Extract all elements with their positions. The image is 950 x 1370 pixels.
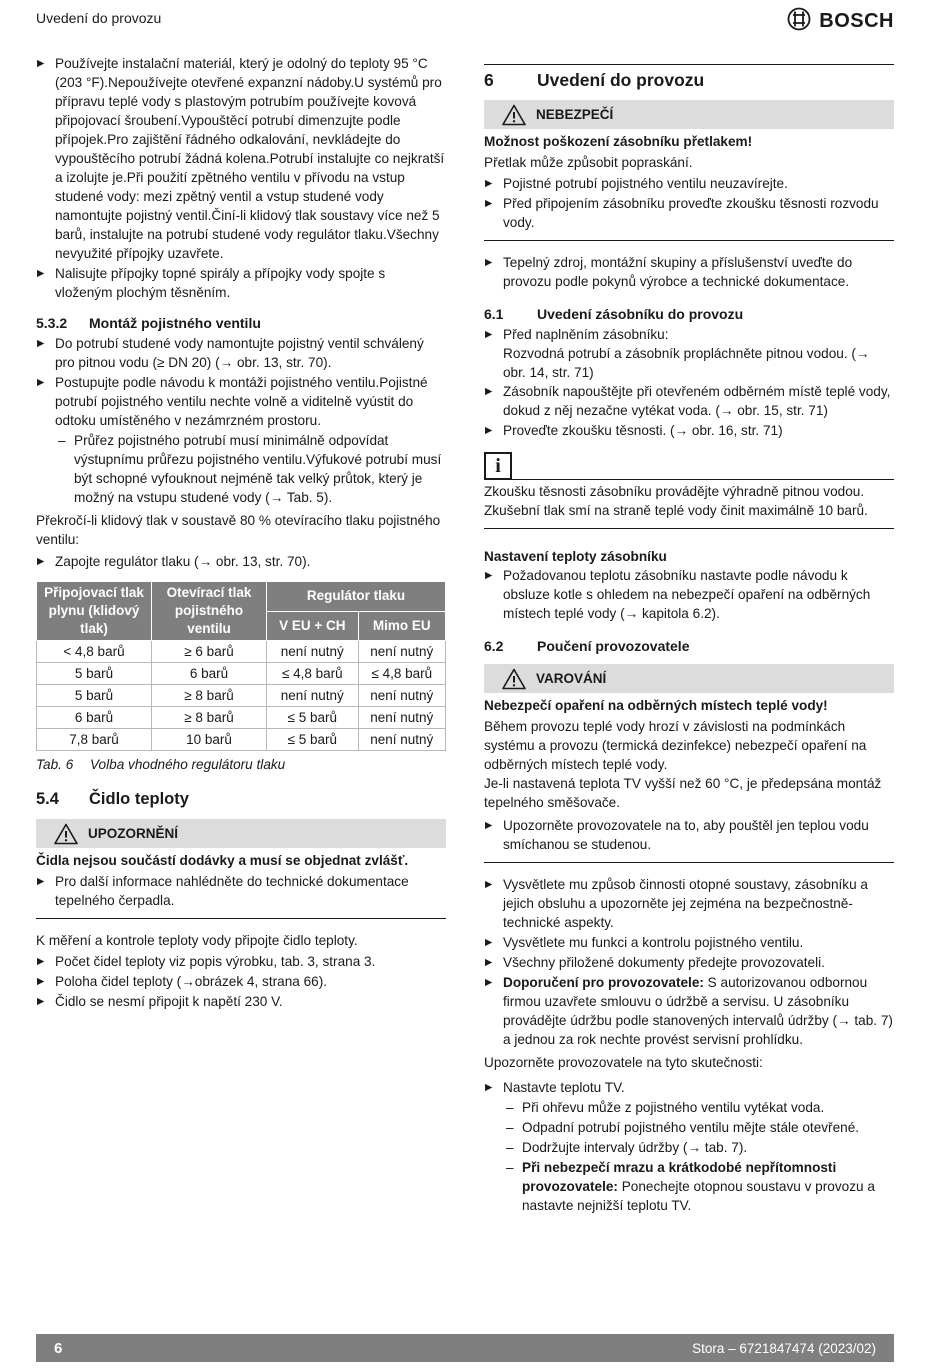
chapter-number: 6 [484,70,494,90]
left-column [36,54,446,1012]
recommendation-label: Doporučení pro provozovatele: [503,975,704,990]
table-header: Mimo EU [358,611,445,641]
section-title: Čidlo teploty [89,790,189,808]
list-item: ▶ Zapojte regulátor tlaku (→ obr. 13, str. 70). [36,552,446,571]
list-item: ▶ Nalisujte přípojky topné spirály a přípojky vody spojte s vloženým plochým těsněním. [36,264,446,302]
danger-label: NEBEZPEČÍ [536,107,614,122]
section-heading-6-2 [484,637,894,656]
warning-triangle-icon [502,668,536,690]
right-column [484,64,894,1216]
dash-item-text: Ponechejte otopnou soustavu v provozu a nastavte nejnižší teplotu TV. [522,1179,875,1213]
paragraph: Přetlak může způsobit popraskání. [484,155,693,170]
danger-bar [484,100,894,129]
brand-name: BOSCH [819,10,894,32]
table-cell: ≥ 8 barů [152,707,267,729]
list-item: ▶ Vysvětlete mu způsob činnosti otopné soustavy, zásobníku a jejich obsluhu a upozorněte jej zejména na bezpečnostně-technické aspekty. [484,875,894,932]
section-number: 5.4 [36,790,59,808]
dash-item-bold: Při nebezpečí mrazu a krátkodobé nepřítomnosti provozovatele: [522,1160,837,1194]
list-item: ▶ Vysvětlete mu funkci a kontrolu pojistného ventilu. [484,933,894,952]
list-item: ▶ Poloha čidel teploty (→obrázek 4, strana 66). [36,972,446,991]
dash-item: – Průřez pojistného potrubí musí minimálně odpovídat výstupnímu průřezu pojistného ventilu.Výfukové potrubí musí být schopné vyfouknout nejméně tak velký průtok, který je možný na vstupu studené vody (→ Tab. 5). [36,431,446,507]
notice-body [36,851,446,919]
table-row [37,641,446,663]
danger-subheading: Možnost poškození zásobníku přetlakem! [484,134,753,149]
page-footer [36,1334,894,1362]
table-row [37,707,446,729]
chapter-title: Uvedení do provozu [537,70,705,90]
table-cell: 6 barů [37,707,152,729]
dash-item: – Dodržujte intervaly údržby (→ tab. 7). [484,1138,894,1157]
list-item: ▶ Pro další informace nahlédněte do technické dokumentace tepelného čerpadla. [36,872,446,910]
warning-body [484,696,894,863]
info-icon: i [484,452,512,480]
paragraph: Překročí-li klidový tlak v soustavě 80 % otevíracího tlaku pojistného ventilu: [36,513,441,547]
list-item: ▶ Před naplněním zásobníku: [484,325,894,344]
list-item: ▶ Používejte instalační materiál, který je odolný do teploty 95 °C (203 °F).Nepoužívejte otevřené expanzní nádoby.U systémů pro přípravu teplé vody s plastovým potrubím používejte kovová připojovací šroubení.Vypouštěcí potrubí dimenzujte podle přípojek.Pro zajištění řádného odkalování, nevkládejte do vypouštěcího potrubí žádná kolena.Potrubí instalujte co nejkratší a izolujte je.Při použití zpětného ventilu v přívodu na vstup studené vody: mezi zpětný ventil a vstup studené vody namontujte pojistný ventil.Činí-li klidový tlak soustavy více než 5 barů, instalujte na potrubí studené vody regulátor tlaku.Všechny nevyužité přípojky uzavřete. [36,54,446,263]
table-cell: není nutný [358,685,445,707]
recommendation-text: S autorizovanou odbornou firmou uzavřete smlouvu o údržbě a servisu. U zásobníku provádějte údržbu podle stanovených intervalů údržby (→ tab. 7) a jednou za rok nechte provést servisní prohlídku. [503,975,893,1047]
paragraph: Upozorněte provozovatele na tyto skutečnosti: [484,1055,763,1070]
danger-body [484,132,894,241]
table-cell: ≥ 8 barů [152,685,267,707]
brand-logo [787,7,894,36]
table-header-group: Regulátor tlaku [267,582,446,612]
table-row [37,663,446,685]
caption-number: Tab. 6 [36,757,74,772]
bosch-armature-icon [787,7,811,36]
warning-bar [484,664,894,693]
warning-triangle-icon [502,104,536,126]
list-item-continuation: Rozvodná potrubí a zásobník propláchněte pitnou vodou. (→ obr. 14, str. 71) [503,346,870,380]
caption-text: Volba vhodného regulátoru tlaku [90,757,286,772]
paragraph: Během provozu teplé vody hrozí v závislosti na podmínkách systému a provozu (termická dezinfekce) nebezpečí opaření na odběrných místech teplé vody. Je-li nastavená teplota TV vyšší než 60 °C, je předepsána montáž tepelného směšovače. [484,719,882,810]
section-title: Poučení provozovatele [537,638,690,654]
running-title: Uvedení do provozu [36,10,162,26]
table-cell: ≥ 6 barů [152,641,267,663]
section-heading-5-4 [36,790,446,809]
table-cell: není nutný [358,729,445,751]
divider [484,64,894,65]
list-item: ▶ Tepelný zdroj, montážní skupiny a příslušenství uveďte do provozu podle pokynů výrobce a technické dokumentace. [484,253,894,291]
warning-subheading: Nebezpečí opaření na odběrných místech teplé vody! [484,698,828,713]
section-number: 6.2 [484,638,504,654]
table-caption [36,755,446,774]
list-item: ▶ Před připojením zásobníku proveďte zkoušku těsnosti rozvodu vody. [484,194,894,232]
section-title: Montáž pojistného ventilu [89,315,261,331]
list-item: ▶ Do potrubí studené vody namontujte pojistný ventil schválený pro pitnou vodu (≥ DN 20) (→ obr. 13, str. 70). [36,334,446,372]
table-cell: ≤ 4,8 barů [358,663,445,685]
table-cell: 6 barů [152,663,267,685]
notice-label: UPOZORNĚNÍ [88,826,179,841]
list-item: ▶ Pojistné potrubí pojistného ventilu neuzavírejte. [484,174,894,193]
table-header: Otevírací tlak pojistného ventilu [152,582,267,641]
table-cell: ≤ 4,8 barů [267,663,359,685]
table-cell: ≤ 5 barů [267,729,359,751]
subheading: Nastavení teploty zásobníku [484,549,667,564]
table-cell: 10 barů [152,729,267,751]
list-item: ▶ Postupujte podle návodu k montáži pojistného ventilu.Pojistné potrubí pojistného ventilu nechte volně a viditelně vyústit do odtoku umístěného v nezámrzném prostoru. [36,373,446,430]
info-text: Zkoušku těsnosti zásobníku provádějte výhradně pitnou vodou. Zkušební tlak smí na straně teplé vody činit maximálně 10 barů. [484,484,868,518]
table-header: V EU + CH [267,611,359,641]
table-cell: < 4,8 barů [37,641,152,663]
warning-triangle-icon [54,823,88,845]
list-item: ▶ Upozorněte provozovatele na to, aby pouštěl jen teplou vodu smíchanou se studenou. [484,816,894,854]
list-item: ▶ Všechny přiložené dokumenty předejte provozovateli. [484,953,894,972]
table-cell: není nutný [267,685,359,707]
table-cell: není nutný [267,641,359,663]
table-header: Připojovací tlak plynu (klidový tlak) [37,582,152,641]
table-cell: 5 barů [37,685,152,707]
table-cell: ≤ 5 barů [267,707,359,729]
table-cell: 5 barů [37,663,152,685]
list-item: ▶ Požadovanou teplotu zásobníku nastavte podle návodu k obsluze kotle s ohledem na nebezpečí opaření na odběrných místech teplé vody (→ kapitola 6.2). [484,566,894,623]
table-row [37,685,446,707]
notice-bar [36,819,446,848]
table-cell: není nutný [358,707,445,729]
document-reference: Stora – 6721847474 (2023/02) [692,1340,876,1356]
list-item: ▶ Počet čidel teploty viz popis výrobku, tab. 3, strana 3. [36,952,446,971]
table-row [37,729,446,751]
list-item [484,973,894,1049]
dash-item [484,1158,894,1215]
section-title: Uvedení zásobníku do provozu [537,306,744,322]
table-cell: 7,8 barů [37,729,152,751]
section-heading-6-1 [484,305,894,324]
chapter-heading-6 [484,71,894,90]
warning-label: VAROVÁNÍ [536,671,607,686]
notice-subheading: Čidla nejsou součástí dodávky a musí se objednat zvlášť. [36,853,409,868]
list-item: ▶ Nastavte teplotu TV. [484,1078,894,1097]
list-item: ▶ Zásobník napouštějte při otevřeném odběrném místě teplé vody, dokud z něj nezačne vytékat voda. (→ obr. 15, str. 71) [484,382,894,420]
dash-item: – Odpadní potrubí pojistného ventilu mějte stále otevřené. [484,1118,894,1137]
page-number: 6 [54,1339,63,1357]
section-number: 6.1 [484,306,504,322]
table-cell: není nutný [358,641,445,663]
section-heading-5-3-2 [36,314,446,333]
section-number: 5.3.2 [36,315,68,331]
pressure-regulator-table [36,581,446,751]
paragraph: K měření a kontrole teploty vody připojte čidlo teploty. [36,933,358,948]
dash-item: – Při ohřevu může z pojistného ventilu vytékat voda. [484,1098,894,1117]
info-note [484,452,894,529]
list-item: ▶ Proveďte zkoušku těsnosti. (→ obr. 16, str. 71) [484,421,894,440]
list-item: ▶ Čidlo se nesmí připojit k napětí 230 V. [36,992,446,1011]
